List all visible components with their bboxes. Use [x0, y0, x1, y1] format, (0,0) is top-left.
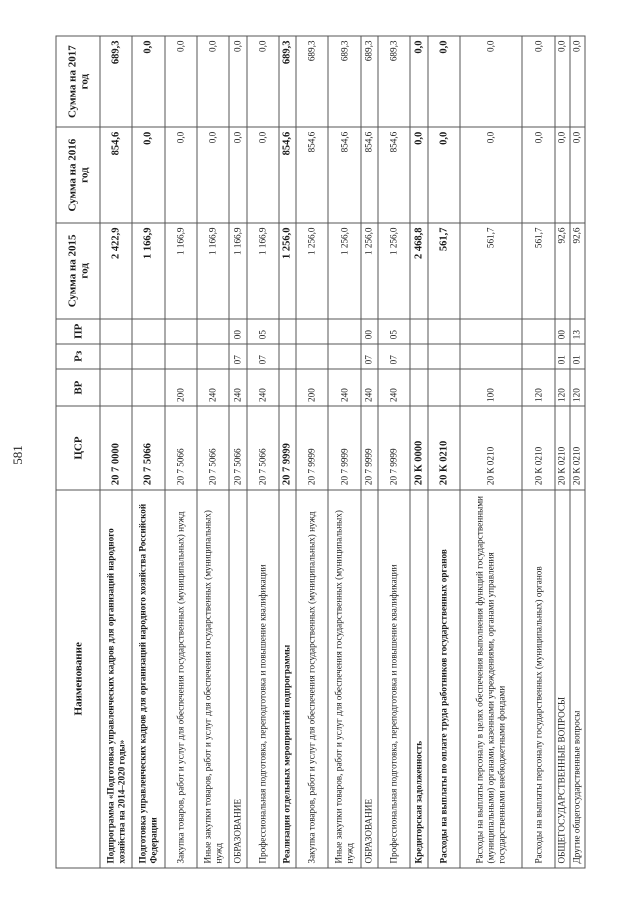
cell-csr: 20 7 9999 — [296, 406, 328, 489]
page-number: 581 — [9, 445, 25, 465]
cell-vr: 240 — [229, 369, 246, 407]
table-row — [554, 36, 569, 868]
cell-2016: 854,6 — [296, 127, 328, 223]
cell-2017: 689,3 — [100, 36, 132, 127]
cell-pr: 00 — [554, 319, 569, 344]
cell-rz: 01 — [569, 344, 584, 369]
cell-pr — [196, 319, 228, 344]
cell-2017: 689,3 — [360, 36, 377, 127]
cell-rz: 07 — [378, 344, 410, 369]
table-row — [378, 36, 410, 868]
cell-2017: 689,3 — [296, 36, 328, 127]
cell-rz — [278, 344, 295, 369]
cell-csr: 20 7 5066 — [164, 406, 196, 489]
cell-vr — [278, 369, 295, 407]
cell-name: Расходы на выплаты по оплате труда работников государственных органов — [427, 490, 459, 868]
cell-pr — [427, 319, 459, 344]
cell-pr — [328, 319, 360, 344]
header-2015: Сумма на 2015 год — [56, 223, 100, 319]
table-row — [360, 36, 377, 868]
cell-pr: 00 — [360, 319, 377, 344]
cell-csr: 20 7 9999 — [278, 406, 295, 489]
cell-2016: 0,0 — [246, 127, 278, 223]
cell-2015: 2 468,8 — [410, 223, 427, 319]
cell-2017: 689,3 — [278, 36, 295, 127]
cell-rz — [328, 344, 360, 369]
cell-vr: 240 — [360, 369, 377, 407]
cell-2015: 1 166,9 — [229, 223, 246, 319]
cell-vr: 240 — [328, 369, 360, 407]
cell-2015: 1 166,9 — [132, 223, 164, 319]
page-number-wrap — [9, 445, 27, 465]
cell-2015: 1 256,0 — [278, 223, 295, 319]
cell-2015: 1 256,0 — [296, 223, 328, 319]
cell-pr — [410, 319, 427, 344]
cell-2017: 0,0 — [229, 36, 246, 127]
header-row — [56, 36, 100, 868]
cell-rz: 07 — [229, 344, 246, 369]
budget-table-wrap — [55, 36, 585, 869]
cell-pr — [522, 319, 554, 344]
cell-pr — [164, 319, 196, 344]
cell-vr: 200 — [296, 369, 328, 407]
cell-2016: 854,6 — [360, 127, 377, 223]
cell-csr: 20 К 0000 — [410, 406, 427, 489]
cell-pr — [296, 319, 328, 344]
table-row — [522, 36, 554, 868]
cell-vr: 240 — [246, 369, 278, 407]
cell-rz: 01 — [554, 344, 569, 369]
cell-2017: 0,0 — [196, 36, 228, 127]
cell-name: Профессиональная подготовка, переподготовка и повышение квалификации — [246, 490, 278, 868]
cell-2017: 0,0 — [132, 36, 164, 127]
cell-2015: 92,6 — [554, 223, 569, 319]
cell-csr: 20 К 0210 — [569, 406, 584, 489]
cell-vr — [100, 369, 132, 407]
cell-name: Подготовка управленческих кадров для организаций народного хозяйства Российской Федерации — [132, 490, 164, 868]
cell-2017: 0,0 — [554, 36, 569, 127]
cell-2016: 854,6 — [100, 127, 132, 223]
cell-vr — [427, 369, 459, 407]
cell-2016: 0,0 — [132, 127, 164, 223]
cell-pr: 13 — [569, 319, 584, 344]
cell-pr: 05 — [378, 319, 410, 344]
cell-2016: 0,0 — [459, 127, 522, 223]
cell-csr: 20 7 0000 — [100, 406, 132, 489]
cell-2016: 0,0 — [569, 127, 584, 223]
cell-pr: 05 — [246, 319, 278, 344]
cell-2017: 0,0 — [459, 36, 522, 127]
cell-vr: 240 — [196, 369, 228, 407]
cell-2017: 689,3 — [328, 36, 360, 127]
cell-csr: 20 7 5066 — [246, 406, 278, 489]
cell-2015: 1 256,0 — [360, 223, 377, 319]
cell-pr — [459, 319, 522, 344]
cell-2016: 0,0 — [229, 127, 246, 223]
cell-vr: 120 — [569, 369, 584, 407]
header-pr: ПР — [56, 319, 100, 344]
table-body — [100, 36, 585, 868]
cell-rz — [100, 344, 132, 369]
cell-vr: 120 — [522, 369, 554, 407]
cell-name: Расходы на выплаты персоналу государственных (муниципальных) органов — [522, 490, 554, 868]
cell-2016: 854,6 — [278, 127, 295, 223]
cell-2015: 1 166,9 — [164, 223, 196, 319]
cell-csr: 20 К 0210 — [427, 406, 459, 489]
cell-csr: 20 К 0210 — [554, 406, 569, 489]
header-rz: Рз — [56, 344, 100, 369]
cell-name: ОБРАЗОВАНИЕ — [229, 490, 246, 868]
table-row — [229, 36, 246, 868]
cell-csr: 20 7 9999 — [378, 406, 410, 489]
cell-csr: 20 7 9999 — [328, 406, 360, 489]
cell-csr: 20 7 9999 — [360, 406, 377, 489]
cell-2016: 0,0 — [410, 127, 427, 223]
cell-rz — [132, 344, 164, 369]
table-row — [569, 36, 584, 868]
cell-2016: 0,0 — [427, 127, 459, 223]
cell-rz — [410, 344, 427, 369]
cell-2015: 1 256,0 — [328, 223, 360, 319]
cell-vr — [132, 369, 164, 407]
cell-2015: 561,7 — [459, 223, 522, 319]
table-row — [100, 36, 132, 868]
cell-rz — [196, 344, 228, 369]
cell-2017: 0,0 — [522, 36, 554, 127]
cell-pr — [278, 319, 295, 344]
cell-2015: 1 166,9 — [246, 223, 278, 319]
table-row — [278, 36, 295, 868]
header-2017: Сумма на 2017 год — [56, 36, 100, 127]
header-csr: ЦСР — [56, 406, 100, 489]
cell-rz — [427, 344, 459, 369]
cell-pr — [100, 319, 132, 344]
cell-csr: 20 7 5066 — [132, 406, 164, 489]
table-row — [459, 36, 522, 868]
cell-name: Иные закупки товаров, работ и услуг для обеспечения государственных (муниципальных) нужд — [196, 490, 228, 868]
cell-2016: 854,6 — [378, 127, 410, 223]
cell-2017: 0,0 — [164, 36, 196, 127]
cell-vr: 120 — [554, 369, 569, 407]
cell-rz — [459, 344, 522, 369]
table-row — [410, 36, 427, 868]
cell-2016: 0,0 — [554, 127, 569, 223]
cell-2015: 1 166,9 — [196, 223, 228, 319]
budget-table — [55, 36, 585, 869]
cell-2017: 0,0 — [569, 36, 584, 127]
cell-2016: 0,0 — [164, 127, 196, 223]
cell-2016: 0,0 — [196, 127, 228, 223]
table-row — [164, 36, 196, 868]
cell-name: Подпрограмма «Подготовка управленческих кадров для организаций народного хозяйства на 2014–2020 годы» — [100, 490, 132, 868]
cell-2015: 92,6 — [569, 223, 584, 319]
cell-name: Реализация отдельных мероприятий подпрограммы — [278, 490, 295, 868]
cell-2017: 0,0 — [246, 36, 278, 127]
table-row — [328, 36, 360, 868]
cell-csr: 20 К 0210 — [459, 406, 522, 489]
cell-name: Профессиональная подготовка, переподготовка и повышение квалификации — [378, 490, 410, 868]
cell-name: Закупка товаров, работ и услуг для обеспечения государственных (муниципальных) нужд — [164, 490, 196, 868]
cell-2017: 689,3 — [378, 36, 410, 127]
cell-vr: 240 — [378, 369, 410, 407]
cell-2016: 0,0 — [522, 127, 554, 223]
cell-rz: 07 — [360, 344, 377, 369]
cell-2015: 561,7 — [427, 223, 459, 319]
cell-pr — [132, 319, 164, 344]
cell-name: Другие общегосударственные вопросы — [569, 490, 584, 868]
table-row — [296, 36, 328, 868]
header-vr: ВР — [56, 369, 100, 407]
cell-2017: 0,0 — [410, 36, 427, 127]
table-row — [246, 36, 278, 868]
cell-2017: 0,0 — [427, 36, 459, 127]
cell-2015: 1 256,0 — [378, 223, 410, 319]
cell-name: ОБЩЕГОСУДАРСТВЕННЫЕ ВОПРОСЫ — [554, 490, 569, 868]
cell-2015: 2 422,9 — [100, 223, 132, 319]
cell-name: Иные закупки товаров, работ и услуг для обеспечения государственных (муниципальных) нужд — [328, 490, 360, 868]
cell-pr: 00 — [229, 319, 246, 344]
cell-name: Кредиторская задолженность — [410, 490, 427, 868]
cell-rz — [522, 344, 554, 369]
header-name: Наименование — [56, 490, 100, 868]
cell-csr: 20 7 5066 — [229, 406, 246, 489]
header-2016: Сумма на 2016 год — [56, 127, 100, 223]
cell-csr: 20 7 5066 — [196, 406, 228, 489]
cell-name: ОБРАЗОВАНИЕ — [360, 490, 377, 868]
cell-vr — [410, 369, 427, 407]
table-row — [196, 36, 228, 868]
cell-name: Закупка товаров, работ и услуг для обеспечения государственных (муниципальных) нужд — [296, 490, 328, 868]
cell-name: Расходы на выплаты персоналу в целях обеспечения выполнения функций государственными (муниципальными) органами, казенными учреждениями, органами управления государственными внебюджетными фондами — [459, 490, 522, 868]
cell-2016: 854,6 — [328, 127, 360, 223]
cell-rz: 07 — [246, 344, 278, 369]
table-row — [427, 36, 459, 868]
cell-rz — [164, 344, 196, 369]
cell-csr: 20 К 0210 — [522, 406, 554, 489]
cell-vr: 100 — [459, 369, 522, 407]
table-row — [132, 36, 164, 868]
cell-vr: 200 — [164, 369, 196, 407]
cell-rz — [296, 344, 328, 369]
cell-2015: 561,7 — [522, 223, 554, 319]
